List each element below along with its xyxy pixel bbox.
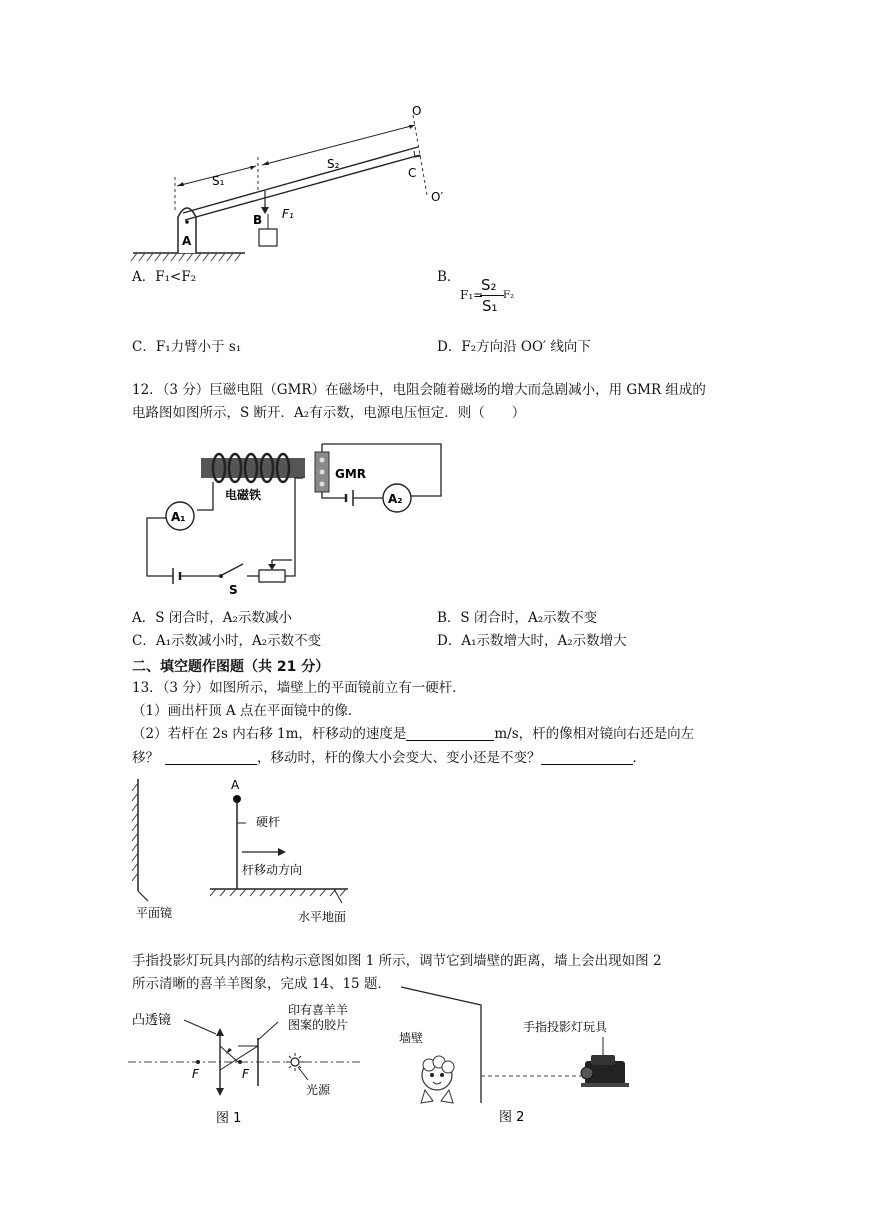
label-O-prime: O′ <box>431 190 444 204</box>
q13-blank-direction[interactable] <box>165 750 257 765</box>
q12-option-a: A．S 闭合时，A₂示数减小 <box>132 610 292 626</box>
q11-option-c: C．F₁力臂小于 s₁ <box>132 339 242 355</box>
switch-s-label: S <box>229 583 238 596</box>
label-light-source: 光源 <box>306 1083 331 1097</box>
q13-stem-line2: （1）画出杆顶 A 点在平面镜中的像． <box>132 703 362 719</box>
rod-tip-a <box>233 795 241 803</box>
label-lens: 凸透镜 <box>132 1013 172 1028</box>
label-s1: S₁ <box>212 174 225 188</box>
label-projector-toy: 手指投影灯玩具 <box>523 1020 608 1034</box>
q13-stem-line3: （2）若杆在 2s 内右移 1m，杆移动的速度是 m/s，杆的像相对镜向右还是向左 <box>132 726 695 742</box>
label-ground: 水平地面 <box>298 910 347 924</box>
q12-stem-line2: 电路图如图所示，S 断开．A₂有示数，电源电压恒定．则（ ） <box>132 405 526 421</box>
q12-stem-line1: 12．（3 分）巨磁电阻（GMR）在磁场中，电阻会随着磁场的增大而急剧减小，用 GMR 组成的 <box>132 382 706 398</box>
electromagnet-label: 电磁铁 <box>225 488 262 502</box>
q11-option-b-prefix: B． <box>437 269 461 285</box>
q13-blank-speed[interactable] <box>406 726 494 741</box>
label-C: C <box>408 166 417 180</box>
label-focus-right: F <box>242 1067 249 1081</box>
q11-option-d: D．F₂方向沿 OO′ 线向下 <box>437 339 591 355</box>
projection-scene-diagram <box>395 975 645 1125</box>
label-A: A <box>182 234 192 248</box>
label-F1: F₁ <box>282 207 294 221</box>
label-O: O <box>412 104 422 118</box>
fig2-caption: 图 2 <box>499 1110 525 1125</box>
projector-structure-diagram <box>128 1000 378 1130</box>
q12-option-b: B．S 闭合时，A₂示数不变 <box>437 610 598 626</box>
label-wall: 墙壁 <box>399 1031 424 1045</box>
lever-diagram <box>125 95 465 265</box>
q11-option-a: A．F₁<F₂ <box>132 269 197 285</box>
q13-stem-line4: 移？ ，移动时，杆的像大小会变大、变小还是不变？ ． <box>132 750 646 766</box>
section-2-title: 二、填空题作图题（共 21 分） <box>132 659 330 675</box>
gmr-label: GMR <box>335 467 367 481</box>
label-mirror: 平面镜 <box>136 906 173 920</box>
label-film-line1: 印有喜羊羊 <box>288 1003 349 1017</box>
mirror-rod-diagram <box>128 773 368 933</box>
intro14-line1: 手指投影灯玩具内部的结构示意图如图 1 所示，调节它到墙壁的距离，墙上会出现如图 2 <box>132 953 662 969</box>
label-move-direction: 杆移动方向 <box>242 863 303 877</box>
intro14-line2: 所示清晰的喜羊羊图象，完成 14、15 题． <box>132 976 391 992</box>
label-B: B <box>253 213 263 227</box>
label-point-a: A <box>231 778 240 792</box>
pleasant-goat-image-icon <box>421 1056 454 1103</box>
q12-option-c: C．A₁示数减小时，A₂示数不变 <box>132 633 322 649</box>
ammeter-a1-label: A₁ <box>171 510 186 524</box>
ammeter-a2-label: A₂ <box>388 492 403 506</box>
light-source-icon <box>291 1058 299 1066</box>
fig1-caption: 图 1 <box>216 1111 242 1126</box>
label-film-line2: 图案的胶片 <box>288 1018 349 1032</box>
q13-blank-size[interactable] <box>541 750 633 765</box>
label-focus-left: F <box>192 1067 199 1081</box>
gmr-circuit-diagram <box>135 436 455 596</box>
label-s2: S₂ <box>327 157 340 171</box>
q12-option-d: D．A₁示数增大时，A₂示数增大 <box>437 633 627 649</box>
q13-stem-line1: 13．（3 分）如图所示，墙壁上的平面镜前立有一硬杆． <box>132 680 466 696</box>
projector-toy-icon <box>581 1055 629 1087</box>
label-rod: 硬杆 <box>256 815 281 829</box>
